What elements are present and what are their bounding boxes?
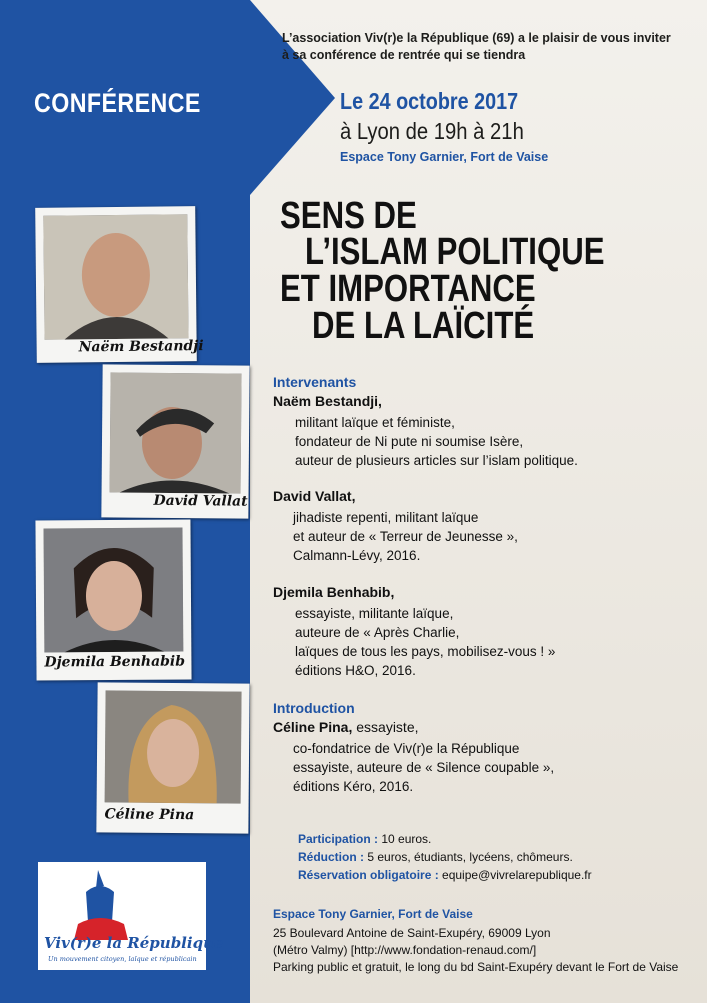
intro-speaker-desc: co-fondatrice de Viv(r)e la République essayiste, auteure de « Silence coupable », éditions Kéro, 2016. [293,741,555,794]
speaker-desc-3: essayiste, militante laïque, auteure de « Après Charlie, laïques de tous les pays, mobilisez-vous ! » éditions H&O, 2016. [295,606,556,678]
speaker-photo-3 [35,519,191,680]
speaker-portrait-1 [43,214,188,340]
speaker-name-2: David Vallat, [273,488,356,504]
address-line-3: Parking public et gratuit, le long du bd Saint-Exupéry devant le Fort de Vaise [273,960,679,974]
speaker-caption-2: David Vallat [153,492,248,510]
headline-line-4: DE LA LAÏCITÉ [312,305,535,347]
speaker-photo-4 [96,682,249,833]
speakers-heading: Intervenants [273,374,357,390]
marianne-icon [38,862,206,970]
speaker-portrait-2 [110,372,242,493]
logo-tagline: Un mouvement citoyen, laïque et républicain [48,955,197,963]
intro-speaker: Céline Pina, essayiste, [273,719,419,735]
headline-line-2: L’ISLAM POLITIQUE [305,231,605,273]
speaker-name-1: Naëm Bestandji, [273,393,382,409]
invitation-text: L’association Viv(r)e la République (69) a le plaisir de vous inviter à sa conférence de rentrée qui se tiendra [282,31,671,62]
speaker-caption-4: Céline Pina [104,806,195,824]
speaker-desc-1: militant laïque et féministe, fondateur de Ni pute ni soumise Isère, auteur de plusieurs articles sur l’islam politique. [295,415,578,468]
introduction-heading: Introduction [273,700,355,716]
participation-info: Participation : 10 euros. [298,832,432,846]
logo-text: Viv(r)e la République [44,934,224,952]
headline-line-1: SENS DE [280,195,417,237]
event-date: Le 24 octobre 2017 [340,88,519,114]
logo [38,862,224,970]
speaker-photo-2 [101,364,249,518]
address-line-1: 25 Boulevard Antoine de Saint-Exupéry, 69009 Lyon [273,926,551,940]
speaker-portrait-4 [105,690,242,803]
speaker-caption-3: Djemila Benhabib [44,653,186,671]
speaker-portrait-3 [43,528,183,653]
speaker-photo-1 [35,206,204,363]
speaker-desc-2: jihadiste repenti, militant laïque et auteur de « Terreur de Jeunesse », Calmann-Lévy, 2016. [293,510,518,563]
reduction-info: Réduction : 5 euros, étudiants, lycéens, chômeurs. [298,850,573,864]
event-venue: Espace Tony Garnier, Fort de Vaise [340,150,549,164]
conference-label: CONFÉRENCE [34,88,201,118]
headline-line-3: ET IMPORTANCE [280,268,536,310]
speaker-caption-1: Naëm Bestandji [78,338,204,356]
speaker-name-3: Djemila Benhabib, [273,584,395,600]
address-title: Espace Tony Garnier, Fort de Vaise [273,907,473,921]
address-line-2: (Métro Valmy) [http://www.fondation-renaud.com/] [273,943,537,957]
event-time: à Lyon de 19h à 21h [340,118,524,144]
reservation-info: Réservation obligatoire : equipe@vivrelarepublique.fr [298,868,592,882]
